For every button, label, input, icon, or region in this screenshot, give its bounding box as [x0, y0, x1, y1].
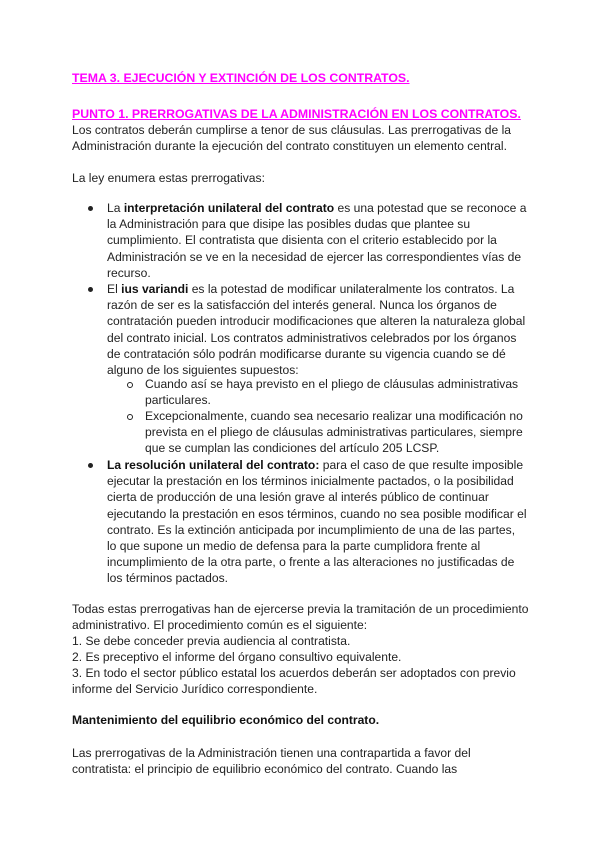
section-heading-equilibrio: Mantenimiento del equilibrio económico del contrato. — [72, 713, 380, 727]
bullet-bold-term: ius variandi — [121, 282, 189, 296]
bullet-marker — [88, 463, 93, 468]
procedure-step-3: 3. En todo el sector público estatal los acuerdos deberán ser adoptados con previo informe del Servicio Jurídico correspondiente. — [72, 666, 516, 697]
subitem-marker — [127, 382, 133, 388]
subitem-previsto: Cuando así se haya previsto en el pliego de cláusulas administrativas particulares. — [145, 377, 519, 408]
bullet-item-resolucion — [107, 457, 527, 587]
document-title: TEMA 3. EJECUCIÓN Y EXTINCIÓN DE LOS CONTRATOS. — [72, 71, 410, 85]
procedure-step-1: 1. Se debe conceder previa audiencia al contratista. — [72, 634, 351, 648]
bullet-marker — [88, 287, 93, 292]
bullet-item-interpretacion — [107, 200, 527, 281]
list-intro-paragraph: La ley enumera estas prerrogativas: — [72, 171, 265, 185]
subitem-excepcionalmente: Excepcionalmente, cuando sea necesario realizar una modificación no prevista en el pliego de cláusulas administrativas particulares, siempre que se cumplan las condiciones del artículo 205 LCSP. — [145, 409, 523, 456]
bullet-body: es la potestad de modificar unilateralmente los contratos. La razón de ser es la satisfacción del interés general. Nunca los órganos de contratación pueden introducir modificaciones que alteren la naturaleza global del contrato inicial. Los contratos administrativos celebrados por los órganos de contratación sólo podrán modificarse durante su vigencia cuando se dé alguno de los siguientes supuestos: — [107, 282, 526, 378]
bullet-bold-term: La resolución unilateral del contrato: — [107, 458, 320, 472]
procedure-intro-paragraph: Todas estas prerrogativas han de ejercerse previa la tramitación de un procedimiento administrativo. El procedimiento común es el siguiente: — [72, 602, 529, 633]
section-heading-prerrogativas: PUNTO 1. PRERROGATIVAS DE LA ADMINISTRACIÓN EN LOS CONTRATOS. — [72, 107, 521, 121]
subitem-marker — [127, 414, 133, 420]
bullet-body: es una potestad que se reconoce a la Administración para que disipe las posibles dudas que plantee su cumplimiento. El contratista que disienta con el criterio establecido por la Administración se ve en la necesidad de ejercer las correspondientes vías de recurso. — [107, 201, 527, 280]
procedure-step-2: 2. Es preceptivo el informe del órgano consultivo equivalente. — [72, 650, 402, 664]
bullet-item-ius-variandi — [107, 281, 527, 378]
bullet-body: para el caso de que resulte imposible ejecutar la prestación en los términos inicialmente pactados, o la posibilidad cierta de producción de una lesión grave al interés público de continuar ejecutando la prestación en esos términos, cuando no sea posible modificar el contrato. Es la extinción anticipada por incumplimiento de una de las partes, lo que supone un medio de defensa para la parte cumplidora frente al incumplimiento de la otra parte, o frente a las alteraciones no justificadas de los términos pactados. — [107, 458, 527, 586]
bullet-bold-term: interpretación unilateral del contrato — [123, 201, 335, 215]
equilibrio-paragraph: Las prerrogativas de la Administración tienen una contrapartida a favor del contratista: el principio de equilibrio económico del contrato. Cuando las — [72, 746, 471, 777]
bullet-prefix: La — [107, 201, 124, 215]
intro-paragraph: Los contratos deberán cumplirse a tenor de sus cláusulas. Las prerrogativas de la Administración durante la ejecución del contrato constituyen un elemento central. — [72, 123, 511, 154]
bullet-prefix: El — [107, 282, 122, 296]
bullet-marker — [88, 206, 93, 211]
